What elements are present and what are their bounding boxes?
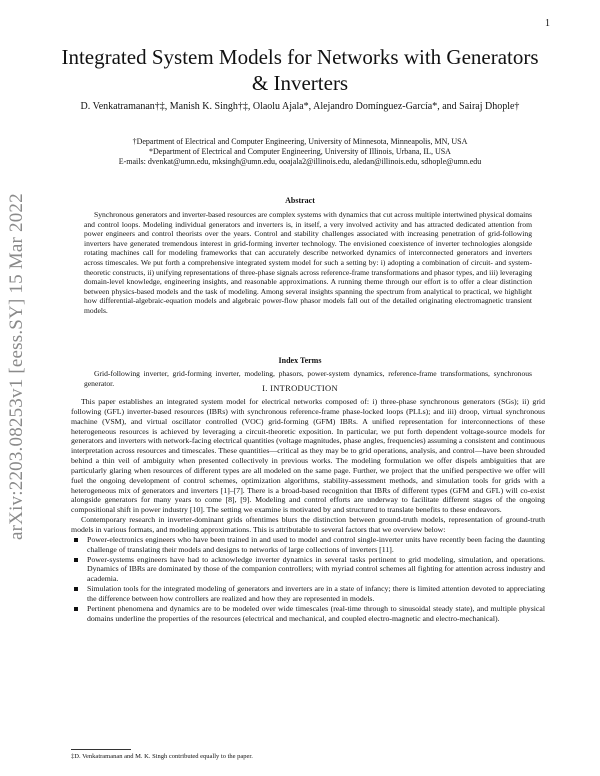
affiliation-illinois: *Department of Electrical and Computer Engineering, University of Illinois, Urbana, IL, USA: [149, 147, 451, 156]
paper-title: Integrated System Models for Networks with Generators & Inverters: [61, 45, 539, 95]
bullet-icon: [74, 607, 78, 611]
factor-list: [71, 535, 545, 624]
bullet-icon: [74, 538, 78, 542]
abstract-heading: Abstract: [285, 196, 315, 205]
list-item: Power-electronics engineers who have been trained in and used to model and control single-inverter units have recently been facing the daunting challenge of translating their models and designs to networks of large collections of inverters [11].: [71, 535, 545, 555]
index-terms-text: Grid-following inverter, grid-forming inverter, modeling, phasors, power-system dynamics, reference-frame transformations, synchronous generator.: [84, 369, 532, 388]
author-list: D. Venkatramanan†‡, Manish K. Singh†‡, Olaolu Ajala*, Alejandro Domínguez-García*, and Sairaj Dhople†: [80, 101, 520, 112]
list-item: Power-systems engineers have had to acknowledge inverter dynamics in several tasks pertinent to grid modeling, simulation, and operations. Dynamics of IBRs are dominated by those of the companion controllers; with myriad control schemes all fighting for attention across industry and academia.: [71, 555, 545, 585]
section-heading-introduction: I. INTRODUCTION: [262, 383, 338, 393]
intro-paragraph-2: Contemporary research in inverter-dominant grids oftentimes blurs the distinction between ground-truth models, representation of ground-truth models in various formats, and modeling approximations. This is attributable to several factors that we overview below:: [71, 515, 545, 534]
list-item: Simulation tools for the integrated modeling of generators and inverters are in a state of infancy; there is limited attention devoted to appreciating the difference between how controllers are realized and how they are represented in models.: [71, 584, 545, 604]
affiliations: [40, 137, 560, 167]
affiliation-minnesota: †Department of Electrical and Computer Engineering, University of Minnesota, Minneapolis, MN, USA: [132, 137, 468, 146]
abstract-text: Synchronous generators and inverter-based resources are complex systems with dynamics that cut across multiple intertwined physical domains and control loops. Modeling individual generators and inverters is, in itself, a very involved activity and has attracted dedicated attention from power engineers and control theorists over the years. Control and stability challenges associated with increasing penetration of grid-following inverters have generated tremendous interest in grid-forming inverter technology. The envisioned coexistence of inverter technologies alongside rotating machines call for modeling frameworks that can accurately describe networked dynamics of interconnected generators and inverters across timescales. We put forth a comprehensive integrated system model for such a setting by: i) adopting a combination of circuit- and system-theoretic constructs, ii) unifying representations of three-phase signals across reference-frame transformations and phasor types, and iii) leveraging domain-level knowledge, engineering insights, and reasonable approximations. A running theme through our effort is to offer a clear distinction between physics-based models and the task of modeling. Among several insights spanning the spectrum from analytical to practical, we highlight how differential-algebraic-equation models and algebraic power-flow phasor models fall out of the detailed originating electromagnetic transient models.: [84, 210, 532, 315]
arxiv-identifier-stamp: arXiv:2203.08253v1 [eess.SY] 15 Mar 2022: [6, 193, 27, 540]
page-number: 1: [545, 18, 550, 29]
footnote: ‡D. Venkatramanan and M. K. Singh contributed equally to the paper.: [71, 753, 253, 760]
intro-paragraph-1: This paper establishes an integrated system model for electrical networks composed of: i) three-phase synchronous generators (SGs); ii) grid following (GFL) inverter-based resources (IBRs) with synchronous reference-frame phase-locked loops (PLLs); and iii) droop, virtual synchronous machine (VSM), and virtual oscillator controlled (VOC) grid-forming (GFM) IBRs. A unified representation for interconnections of these heterogeneous resources is achieved by leveraging a circuit-theoretic exposition. In particular, we put forth dependent voltage-source models for generators and inverters with network-facing electrical quantities (voltage magnitudes, phase angles, frequencies) assuming a consistent and continuous interpretation across resources and timescales. These quantities—critical as they may be to grid operations, analysis, and control—have been shrouded behind a thin veil of ambiguity when presented collectively in previous works. The modeling formulation we offer dispels ambiguities that are particularly glaring when resources of different types are all modeled on the same page. Further, we project that the unified perspective we offer will fuel the ongoing development of control schemes, optimization algorithms, stability-assessment methods, and simulation tools for grids with a heterogeneous mix of generators and inverters [1]–[7]. There is a broad-based recognition that IBRs of different types (GFM and GFL) will co-exist alongside generators for many years to come [8], [9]. Modeling and control efforts are underway to facilitate different stages of the ongoing compositional shift in power industry [10]. The setting we examine is motivated by and structured to translate benefits to these endeavors.: [71, 397, 545, 515]
footnote-divider: [71, 749, 131, 750]
introduction-body: [71, 397, 545, 623]
list-item: Pertinent phenomena and dynamics are to be modeled over wide timescales (real-time through to sinusoidal steady state), and multiple physical domains underline the properties of the resources (electrical and mechanical, and coupled electro-magnetic and electro-mechanical).: [71, 604, 545, 624]
bullet-icon: [74, 558, 78, 562]
index-terms-heading: Index Terms: [278, 356, 322, 365]
author-emails: E-mails: dvenkat@umn.edu, mksingh@umn.edu, ooajala2@illinois.edu, aledan@illinois.edu, sdhople@umn.edu: [118, 157, 482, 166]
bullet-icon: [74, 587, 78, 591]
